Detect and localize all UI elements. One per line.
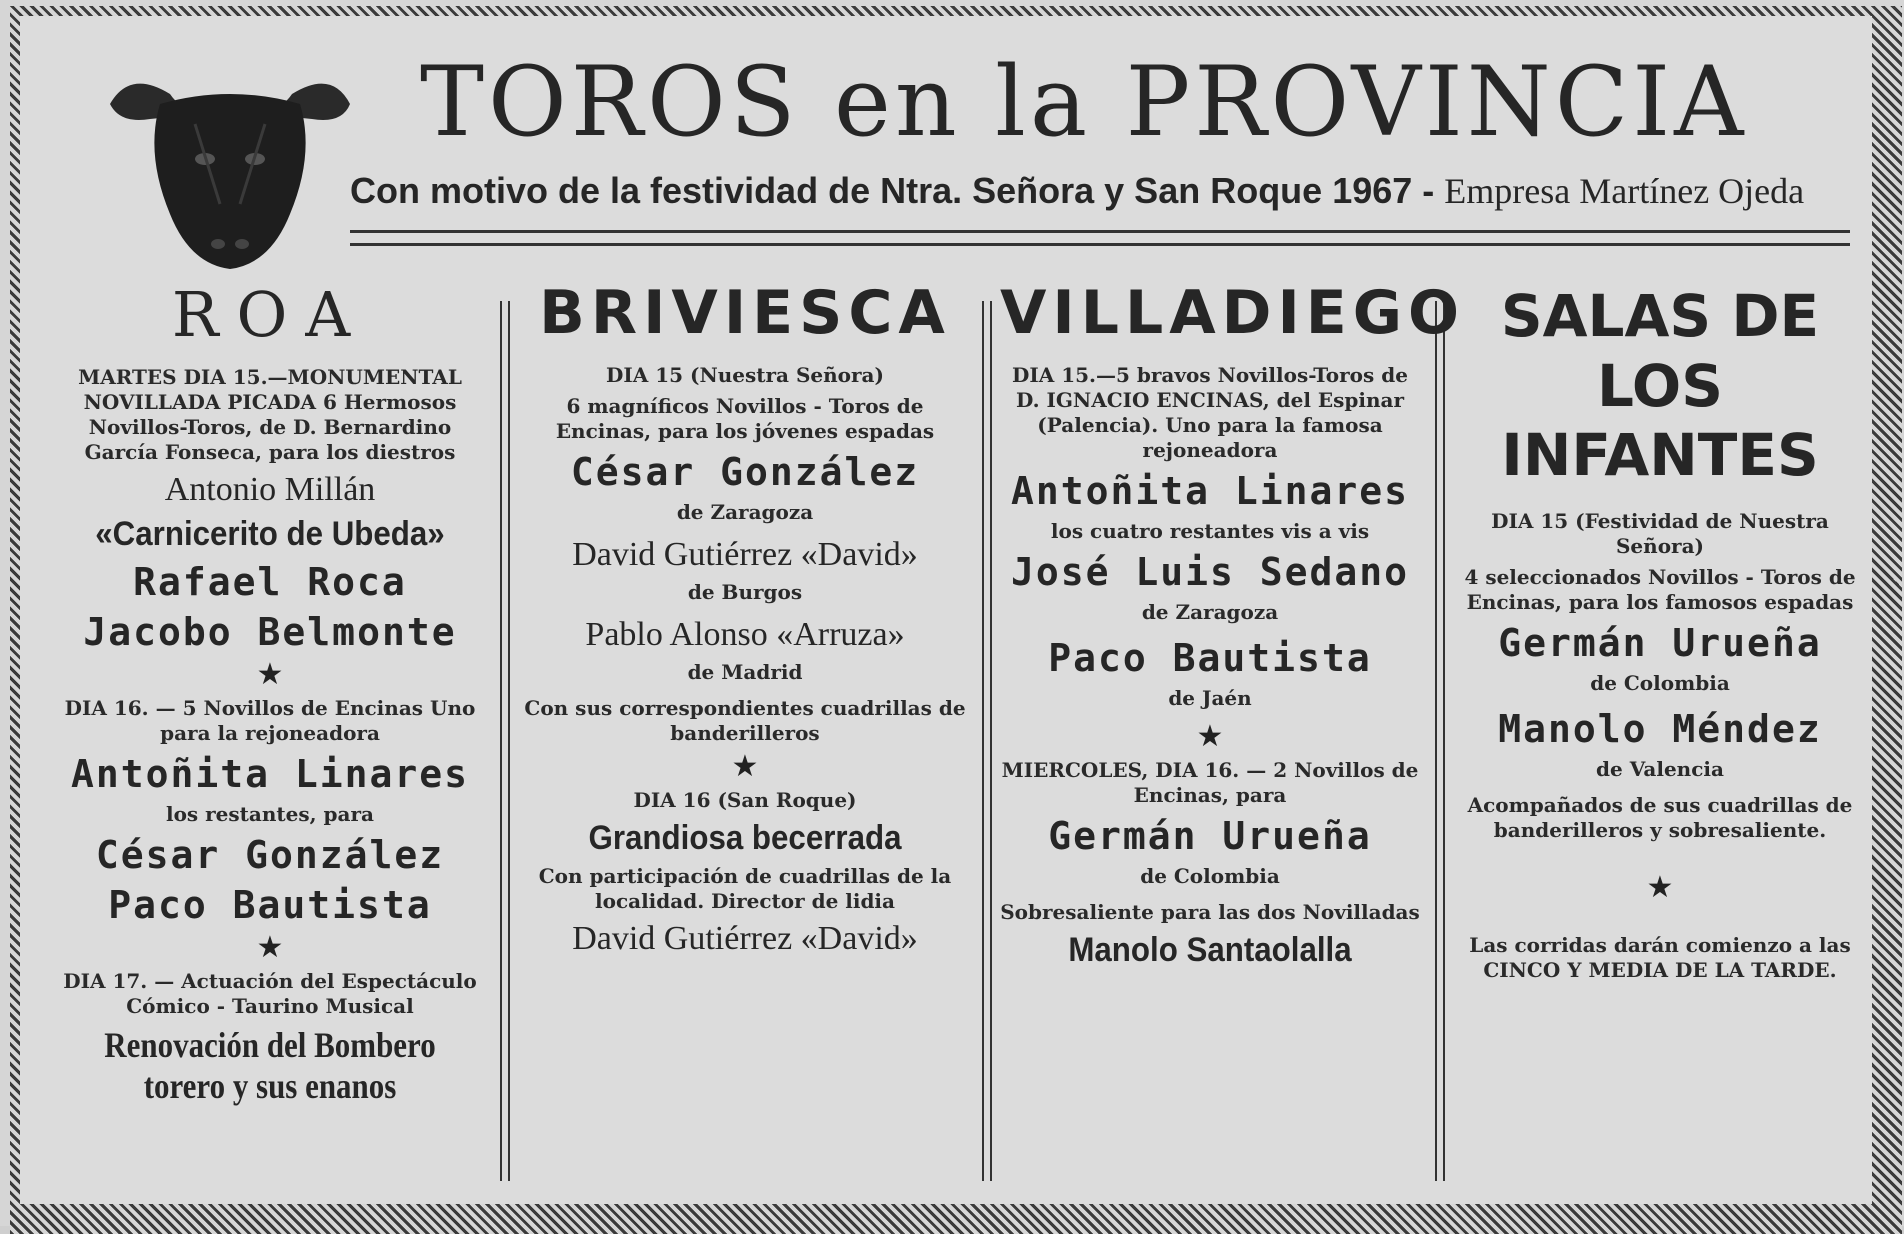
- star-icon: ★: [731, 749, 759, 784]
- event-info: MARTES DIA 15.—MONUMENTAL NOVILLADA PICADA 6 Hermosos Novillos-Toros, de D. Bernardino García Fonseca, para los diestros: [78, 365, 462, 465]
- event-info: Con sus correspondientes cuadrillas de banderilleros: [524, 696, 966, 745]
- torero-name: Antonio Millán: [164, 471, 376, 509]
- event-date: DIA 16 (San Roque): [633, 788, 857, 812]
- event-name: Grandiosa becerrada: [588, 819, 902, 857]
- star-icon: ★: [1646, 869, 1674, 905]
- column-divider: [1435, 301, 1445, 1181]
- event-info: los restantes, para: [165, 802, 374, 827]
- event-info: Sobresaliente para las dos Novilladas: [1000, 900, 1420, 924]
- page-title: TOROS en la PROVINCIA: [420, 46, 1748, 158]
- bull-head-icon: [100, 64, 360, 274]
- torero-origin: de Colombia: [1590, 670, 1730, 695]
- torero-name: Rafael Roca: [133, 560, 407, 605]
- torero-origin: de Valencia: [1596, 756, 1724, 781]
- advert-panel: [20, 16, 1872, 1204]
- festivity-text: Con motivo de la festividad de Ntra. Señora y San Roque 1967 -: [350, 170, 1445, 211]
- event-date: DIA 15 (Nuestra Señora): [606, 363, 884, 387]
- town-title: VILLADIEGO: [1000, 278, 1466, 348]
- torero-name: Antoñita Linares: [70, 752, 470, 797]
- column-salas: [1460, 276, 1860, 1196]
- torero-origin: de Madrid: [687, 660, 803, 684]
- event-info: Con participación de cuadrillas de la localidad. Director de lidia: [538, 864, 952, 913]
- column-briviesca: [520, 276, 970, 1196]
- column-divider: [500, 301, 510, 1181]
- town-title: BRIVIESCA: [539, 278, 951, 348]
- torero-name: Pablo Alonso «Arruza»: [585, 616, 905, 653]
- torero-name: Jacobo Belmonte: [83, 610, 457, 655]
- torero-name: Manolo Méndez: [1498, 706, 1822, 751]
- event-info: DIA 15.—5 bravos Novillos-Toros de D. IGNACIO ENCINAS, del Espinar (Palencia). Uno para la famosa rejoneadora: [1012, 363, 1408, 462]
- torero-origin: de Zaragoza: [676, 500, 814, 524]
- torero-name: Germán Urueña: [1498, 620, 1822, 665]
- event-info: 4 seleccionados Novillos - Toros de Encinas, para los famosos espadas: [1464, 564, 1856, 614]
- subtitle: [350, 170, 1870, 212]
- torero-name: Germán Urueña: [1048, 814, 1372, 858]
- start-time-info: Las corridas darán comienzo a las CINCO Y MEDIA DE LA TARDE.: [1469, 932, 1851, 982]
- header: [20, 16, 1872, 256]
- torero-name: Manolo Santaolalla: [1068, 931, 1352, 969]
- torero-name: «Carnicerito de Ubeda»: [95, 515, 445, 554]
- event-info: MIERCOLES, DIA 16. — 2 Novillos de Encinas, para: [1001, 758, 1419, 807]
- event-info: Acompañados de sus cuadrillas de banderilleros y sobresaliente.: [1467, 792, 1853, 842]
- torero-origin: de Zaragoza: [1141, 600, 1279, 624]
- town-title: SALAS DE LOS INFANTES: [1500, 282, 1820, 490]
- torero-origin: de Jaén: [1168, 686, 1252, 710]
- torero-name: Paco Bautista: [1048, 636, 1372, 680]
- torero-origin: de Colombia: [1140, 864, 1280, 888]
- star-icon: ★: [1196, 719, 1224, 754]
- event-info: 6 magníficos Novillos - Toros de Encinas, para los jóvenes espadas: [555, 394, 935, 443]
- torero-name: José Luis Sedano: [1010, 550, 1410, 594]
- column-villadiego: [1000, 276, 1466, 1196]
- event-date: DIA 15 (Festividad de Nuestra Señora): [1491, 508, 1829, 558]
- header-rule: [350, 230, 1850, 246]
- torero-name: Antoñita Linares: [1010, 469, 1410, 513]
- empresa-text: Empresa Martínez Ojeda: [1444, 171, 1805, 211]
- torero-origin: de Burgos: [687, 580, 803, 604]
- event-info: DIA 17. — Actuación del Espectáculo Cómico - Taurino Musical: [63, 969, 477, 1019]
- column-roa: [50, 276, 490, 1196]
- star-icon: ★: [256, 657, 284, 693]
- torero-name: David Gutiérrez «David»: [572, 920, 918, 957]
- event-info: DIA 16. — 5 Novillos de Encinas Uno para la rejoneadora: [64, 696, 476, 746]
- torero-name: César González: [95, 833, 445, 878]
- town-title: ROA: [171, 278, 369, 351]
- event-info: los cuatro restantes vis a vis: [1050, 519, 1370, 543]
- torero-name: Paco Bautista: [108, 883, 432, 928]
- column-divider: [982, 301, 992, 1181]
- torero-name: César González: [570, 450, 920, 494]
- star-icon: ★: [256, 930, 284, 966]
- torero-name: David Gutiérrez «David»: [572, 536, 918, 573]
- show-name: Renovación del Bombero torero y sus enanos: [104, 1025, 436, 1107]
